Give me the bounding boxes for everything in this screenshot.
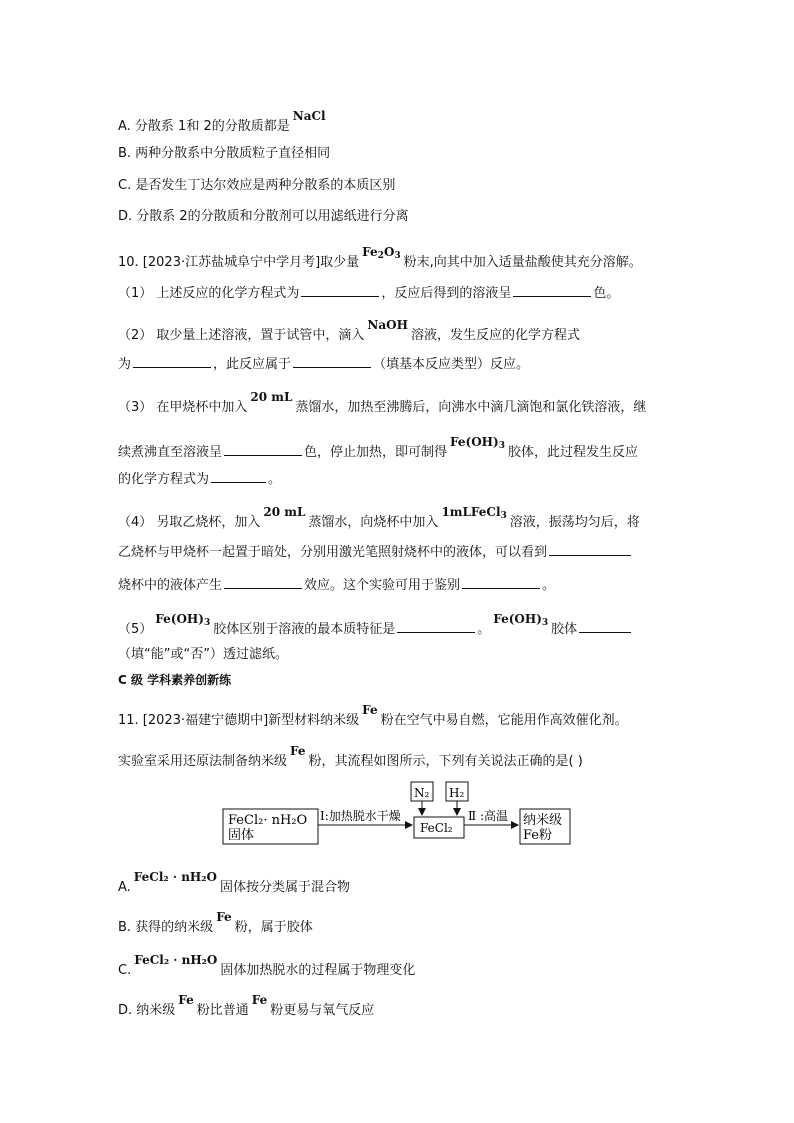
- formula: FeCl₂ · nH₂O: [134, 953, 218, 967]
- formula: Fe: [290, 744, 306, 758]
- answer-blank[interactable]: [549, 541, 631, 556]
- option-text: A. 分散系 1和 2的分散质都是: [118, 119, 290, 134]
- q11-intro-cont: [118, 744, 583, 771]
- formula: Fe: [362, 703, 378, 717]
- process-flow-diagram: [218, 780, 574, 846]
- text: 胶体，此过程发生反应: [507, 445, 638, 460]
- text: 。: [542, 578, 556, 593]
- formula-sub: 3: [203, 618, 211, 628]
- formula: Fe: [216, 910, 232, 924]
- formula-sub: 2: [377, 251, 384, 261]
- product-label-2: Fe粉: [523, 828, 553, 843]
- text: 色，停止加热，即可制得: [304, 445, 448, 460]
- text: （1） 上述反应的化学方程式为: [118, 286, 300, 301]
- text: 11. [2023·福建宁德期中]新型材料纳米级: [118, 713, 360, 728]
- text: 粉更易与氧气反应: [270, 1003, 375, 1018]
- formula: [441, 505, 506, 519]
- answer-blank[interactable]: [293, 353, 371, 368]
- q10-part-4-cont2: [118, 574, 555, 595]
- q9-option-b: B. 两种分散系中分散质粒子直径相同: [118, 146, 331, 161]
- text: 溶液，振荡均匀后，将: [509, 515, 640, 530]
- formula: 20 mL: [263, 505, 306, 519]
- text: 为: [118, 357, 132, 372]
- q10-intro: [118, 245, 642, 273]
- text: B. 获得的纳米级: [118, 920, 214, 935]
- formula-part: Fe: [362, 245, 378, 259]
- formula-part: O: [383, 245, 395, 259]
- text: 粉比普通: [196, 1003, 249, 1018]
- q11-option-a: [118, 870, 350, 897]
- answer-blank[interactable]: [579, 618, 631, 633]
- text: （2） 取少量上述溶液，置于试管中，滴入: [118, 328, 365, 343]
- text: 。: [268, 472, 282, 487]
- answer-blank[interactable]: [211, 468, 266, 483]
- formula: FeCl₂ · nH₂O: [133, 870, 217, 884]
- text: （5）: [118, 622, 153, 637]
- q10-part-1: [118, 282, 619, 303]
- formula-part: Fe(OH): [155, 612, 204, 626]
- q9-option-d: D. 分散系 2的分散质和分散剂可以用滤纸进行分离: [118, 209, 409, 224]
- q9-option-a: [118, 109, 329, 136]
- answer-blank[interactable]: [462, 574, 540, 589]
- answer-blank[interactable]: [224, 574, 302, 589]
- text: （3） 在甲烧杯中加入: [118, 400, 248, 415]
- q9-option-c: C. 是否发生丁达尔效应是两种分散系的本质区别: [118, 178, 396, 193]
- text: 色。: [593, 286, 620, 301]
- text: 粉末,向其中加入适量盐酸使其充分溶解。: [403, 255, 642, 270]
- text: D. 纳米级: [118, 1003, 176, 1018]
- formula: 20 mL: [250, 390, 293, 404]
- formula: [362, 245, 400, 259]
- q10-part-3-cont: [118, 435, 638, 463]
- text: 。: [477, 622, 491, 637]
- text: 10. [2023·江苏盐城阜宁中学月考]取少量: [118, 255, 360, 270]
- product-label: 纳米级: [523, 813, 563, 828]
- answer-blank[interactable]: [224, 441, 302, 456]
- formula-sub: 3: [500, 511, 507, 521]
- q11-option-d: [118, 993, 375, 1020]
- text: 实验室采用还原法制备纳米级: [118, 754, 288, 769]
- answer-blank[interactable]: [301, 282, 379, 297]
- text: （4） 另取乙烧杯，加入: [118, 515, 261, 530]
- option-label: C.: [118, 963, 132, 978]
- step-2-label: Ⅱ :高温: [468, 809, 509, 823]
- q10-part-5: [118, 612, 633, 640]
- text: （填基本反应类型）反应。: [373, 357, 530, 372]
- text: 粉在空气中易自燃，它能用作高效催化剂。: [380, 713, 628, 728]
- text: 胶体: [551, 622, 578, 637]
- answer-blank[interactable]: [133, 353, 211, 368]
- text: 乙烧杯与甲烧杯一起置于暗处，分别用激光笔照射烧杯中的液体，可以看到: [118, 545, 548, 560]
- text: 的化学方程式为: [118, 472, 210, 487]
- text: 固体按分类属于混合物: [219, 880, 350, 895]
- reactant-state-label: 固体: [228, 828, 255, 843]
- text: 粉，属于胶体: [234, 920, 313, 935]
- n2-label: N₂: [414, 786, 430, 800]
- formula: [450, 435, 505, 449]
- formula: [155, 612, 210, 626]
- text: 粉，其流程如图所示，下列有关说法正确的是( ): [308, 754, 583, 769]
- q10-part-3-cont2: [118, 468, 281, 489]
- text: 溶液，发生反应的化学方程式: [410, 328, 580, 343]
- formula: [493, 612, 548, 626]
- q10-part-2: [118, 318, 580, 345]
- text: 蒸馏水，向烧杯中加入: [308, 515, 439, 530]
- q10-part-2-cont: [118, 353, 529, 374]
- formula-sub: 3: [498, 441, 505, 451]
- q10-part-4: [118, 505, 640, 533]
- step-1-label: Ⅰ:加热脱水干燥: [320, 809, 401, 823]
- text: ，此反应属于: [213, 357, 292, 372]
- formula: Fe: [251, 993, 268, 1007]
- q10-part-4-cont: [118, 541, 633, 562]
- text: 效应。这个实验可用于鉴别: [304, 578, 461, 593]
- intermediate-label: FeCl₂: [420, 821, 453, 835]
- option-label: A.: [118, 880, 131, 895]
- q11-option-c: [118, 953, 416, 980]
- text: 固体加热脱水的过程属于物理变化: [220, 963, 416, 978]
- h2-label: H₂: [449, 786, 465, 800]
- formula: NaCl: [292, 109, 326, 123]
- text: 蒸馏水，加热至沸腾后，向沸水中滴几滴饱和氯化铁溶液，继: [295, 400, 647, 415]
- q11-intro: [118, 703, 628, 730]
- answer-blank[interactable]: [397, 618, 475, 633]
- reactant-label: FeCl₂· nH₂O: [228, 813, 308, 828]
- formula-sub: 3: [394, 251, 401, 261]
- text: 胶体区别于溶液的最本质特征是: [213, 622, 396, 637]
- formula-sub: 3: [541, 618, 549, 628]
- formula-part: 1mLFeCl: [441, 505, 501, 519]
- text: ，反应后得到的溶液呈: [381, 286, 512, 301]
- formula-part: Fe(OH): [493, 612, 542, 626]
- q10-part-5-cont: （填“能”或“否”）透过滤纸。: [118, 647, 288, 662]
- q10-part-3: [118, 390, 647, 417]
- formula-part: Fe(OH): [450, 435, 499, 449]
- text: 烧杯中的液体产生: [118, 578, 223, 593]
- formula: Fe: [178, 993, 194, 1007]
- answer-blank[interactable]: [513, 282, 591, 297]
- q11-option-b: [118, 910, 313, 937]
- section-title: C 级 学科素养创新练: [118, 673, 232, 687]
- formula: NaOH: [367, 318, 408, 332]
- text: 续煮沸直至溶液呈: [118, 445, 223, 460]
